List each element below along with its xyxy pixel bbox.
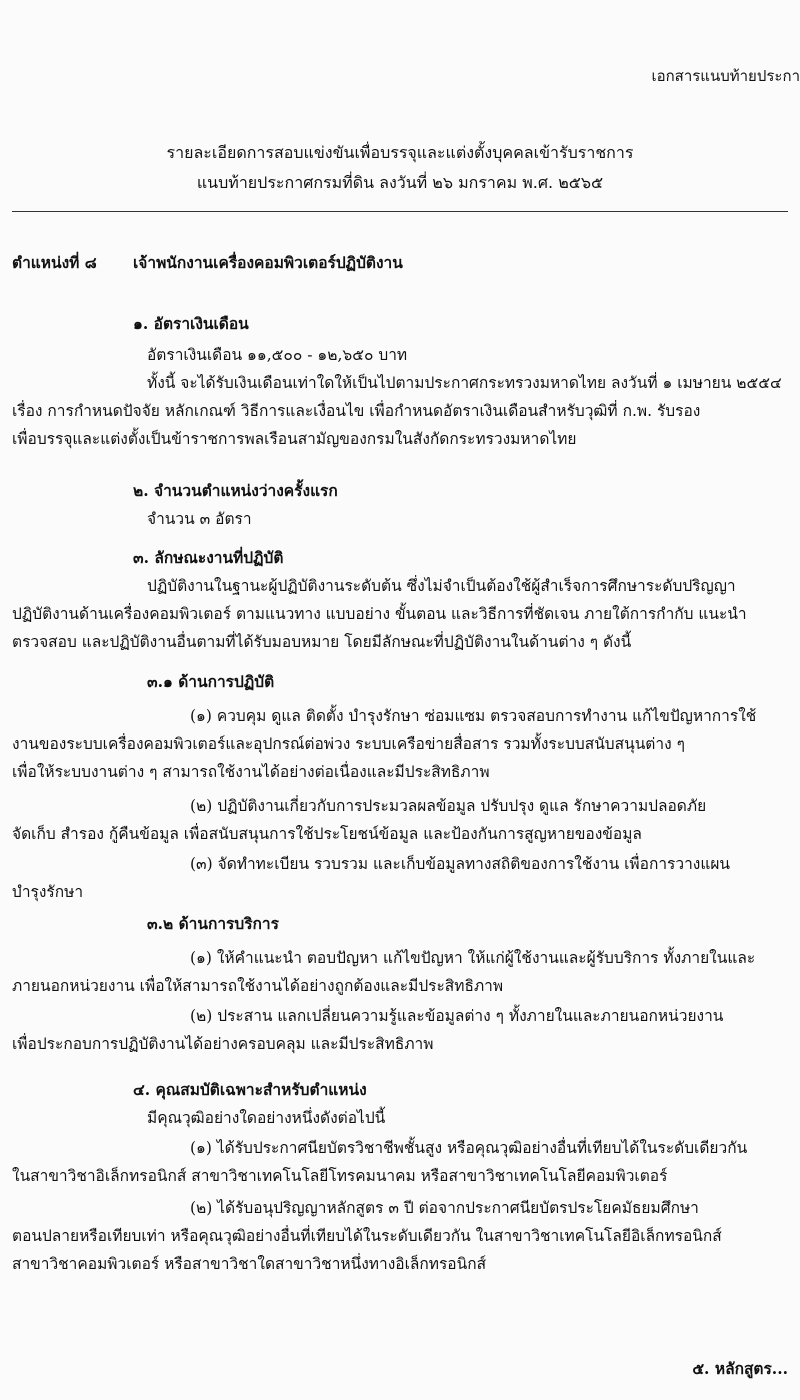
- qualification-intro: มีคุณวุฒิอย่างใดอย่างหนึ่งดังต่อไปนี้: [147, 1109, 386, 1127]
- list-item-line: (๒) ประสาน แลกเปลี่ยนความรู้และข้อมูลต่าง ๆ ทั้งภายในและภายนอกหน่วยงาน: [190, 1007, 724, 1025]
- position-name: เจ้าพนักงานเครื่องคอมพิวเตอร์ปฏิบัติงาน: [133, 253, 403, 272]
- section-1-paragraph-line: เรื่อง การกำหนดปัจจัย หลักเกณฑ์ วิธีการและเงื่อนไข เพื่อกำหนดอัตราเงินเดือนสำหรับวุฒิที่ ก.พ. รับรอง: [12, 402, 701, 420]
- section-2-heading: ๒. จำนวนตำแหน่งว่างครั้งแรก: [133, 481, 338, 500]
- list-item-line: ภายนอกหน่วยงาน เพื่อให้สามารถใช้งานได้อย่างถูกต้องและมีประสิทธิภาพ: [12, 977, 504, 995]
- list-item-line: จัดเก็บ สำรอง กู้คืนข้อมูล เพื่อสนับสนุนการใช้ประโยชน์ข้อมูล และป้องกันการสูญหายของข้อมูล: [12, 825, 642, 843]
- qualification-line: ในสาขาวิชาอิเล็กทรอนิกส์ สาขาวิชาเทคโนโลยีโทรคมนาคม หรือสาขาวิชาเทคโนโลยีคอมพิวเตอร์: [12, 1167, 668, 1185]
- salary-range: อัตราเงินเดือน ๑๑,๕๐๐ - ๑๒,๖๕๐ บาท: [147, 346, 408, 364]
- list-item-line: เพื่อให้ระบบงานต่าง ๆ สามารถใช้งานได้อย่างต่อเนื่องและมีประสิทธิภาพ: [12, 763, 490, 781]
- section-1-paragraph-line: เพื่อบรรจุและแต่งตั้งเป็นข้าราชการพลเรือนสามัญของกรมในสังกัดกระทรวงมหาดไทย: [12, 430, 577, 448]
- list-item-line: งานของระบบเครื่องคอมพิวเตอร์และอุปกรณ์ต่อพ่วง ระบบเครือข่ายสื่อสาร รวมทั้งระบบสนับสนุนต่าง ๆ: [12, 735, 685, 753]
- subsection-3-2-heading: ๓.๒ ด้านการบริการ: [147, 914, 279, 933]
- section-3-paragraph-line: ตรวจสอบ และปฏิบัติงานอื่นตามที่ได้รับมอบหมาย โดยมีลักษณะที่ปฏิบัติงานในด้านต่าง ๆ ดังนี้: [12, 633, 632, 651]
- list-item-line: (๑) ให้คำแนะนำ ตอบปัญหา แก้ไขปัญหา ให้แก่ผู้ใช้งานและผู้รับบริการ ทั้งภายในและ: [190, 949, 756, 967]
- list-item-line: (๒) ปฏิบัติงานเกี่ยวกับการประมวลผลข้อมูล ปรับปรุง ดูแล รักษาความปลอดภัย: [190, 797, 707, 815]
- section-1-heading: ๑. อัตราเงินเดือน: [133, 314, 249, 333]
- list-item-line: (๑) ควบคุม ดูแล ติดตั้ง บำรุงรักษา ซ่อมแซม ตรวจสอบการทำงาน แก้ไขปัญหาการใช้: [190, 707, 757, 725]
- qualification-line: ตอนปลายหรือเทียบเท่า หรือคุณวุฒิอย่างอื่นที่เทียบได้ในระดับเดียวกัน ในสาขาวิชาเทคโนโลยีอิเล็กทรอนิกส์: [12, 1227, 722, 1245]
- list-item-line: บำรุงรักษา: [12, 883, 84, 901]
- section-3-paragraph-line: ปฏิบัติงานในฐานะผู้ปฏิบัติงานระดับต้น ซึ่งไม่จำเป็นต้องใช้ผู้สำเร็จการศึกษาระดับปริญญา: [147, 577, 736, 595]
- vacancy-count: จำนวน ๓ อัตรา: [147, 510, 252, 528]
- section-4-heading: ๔. คุณสมบัติเฉพาะสำหรับตำแหน่ง: [133, 1080, 367, 1099]
- qualification-line: (๒) ได้รับอนุปริญญาหลักสูตร ๓ ปี ต่อจากประกาศนียบัตรประโยคมัธยมศึกษา: [190, 1199, 699, 1217]
- subsection-3-1-heading: ๓.๑ ด้านการปฏิบัติ: [147, 672, 275, 691]
- section-3-paragraph-line: ปฏิบัติงานด้านเครื่องคอมพิวเตอร์ ตามแนวทาง แบบอย่าง ขั้นตอน และวิธีการที่ชัดเจน ภายใต้การกำกับ แนะนำ: [12, 605, 747, 623]
- continuation-label: ๕. หลักสูตร...: [692, 1359, 788, 1378]
- document-title: [0, 138, 800, 198]
- section-1-paragraph-line: ทั้งนี้ จะได้รับเงินเดือนเท่าใดให้เป็นไปตามประกาศกระทรวงมหาดไทย ลงวันที่ ๑ เมษายน ๒๕๕๔: [147, 374, 782, 392]
- title-divider: [12, 211, 788, 212]
- list-item-line: (๓) จัดทำทะเบียน รวบรวม และเก็บข้อมูลทางสถิติของการใช้งาน เพื่อการวางแผน: [190, 855, 731, 873]
- title-line-2: แนบท้ายประกาศกรมที่ดิน ลงวันที่ ๒๖ มกราคม พ.ศ. ๒๕๖๕: [196, 173, 604, 192]
- section-3-heading: ๓. ลักษณะงานที่ปฏิบัติ: [133, 548, 284, 567]
- position-label: ตำแหน่งที่ ๘: [12, 253, 97, 272]
- title-line-1: รายละเอียดการสอบแข่งขันเพื่อบรรจุและแต่งตั้งบุคคลเข้ารับราชการ: [166, 143, 634, 162]
- list-item-line: เพื่อประกอบการปฏิบัติงานได้อย่างครอบคลุม และมีประสิทธิภาพ: [12, 1035, 434, 1053]
- attachment-label: เอกสารแนบท้ายประกา: [651, 67, 800, 85]
- qualification-line: (๑) ได้รับประกาศนียบัตรวิชาชีพชั้นสูง หรือคุณวุฒิอย่างอื่นที่เทียบได้ในระดับเดียวกัน: [190, 1139, 748, 1157]
- qualification-line: สาขาวิชาคอมพิวเตอร์ หรือสาขาวิชาใดสาขาวิชาหนึ่งทางอิเล็กทรอนิกส์: [12, 1255, 487, 1273]
